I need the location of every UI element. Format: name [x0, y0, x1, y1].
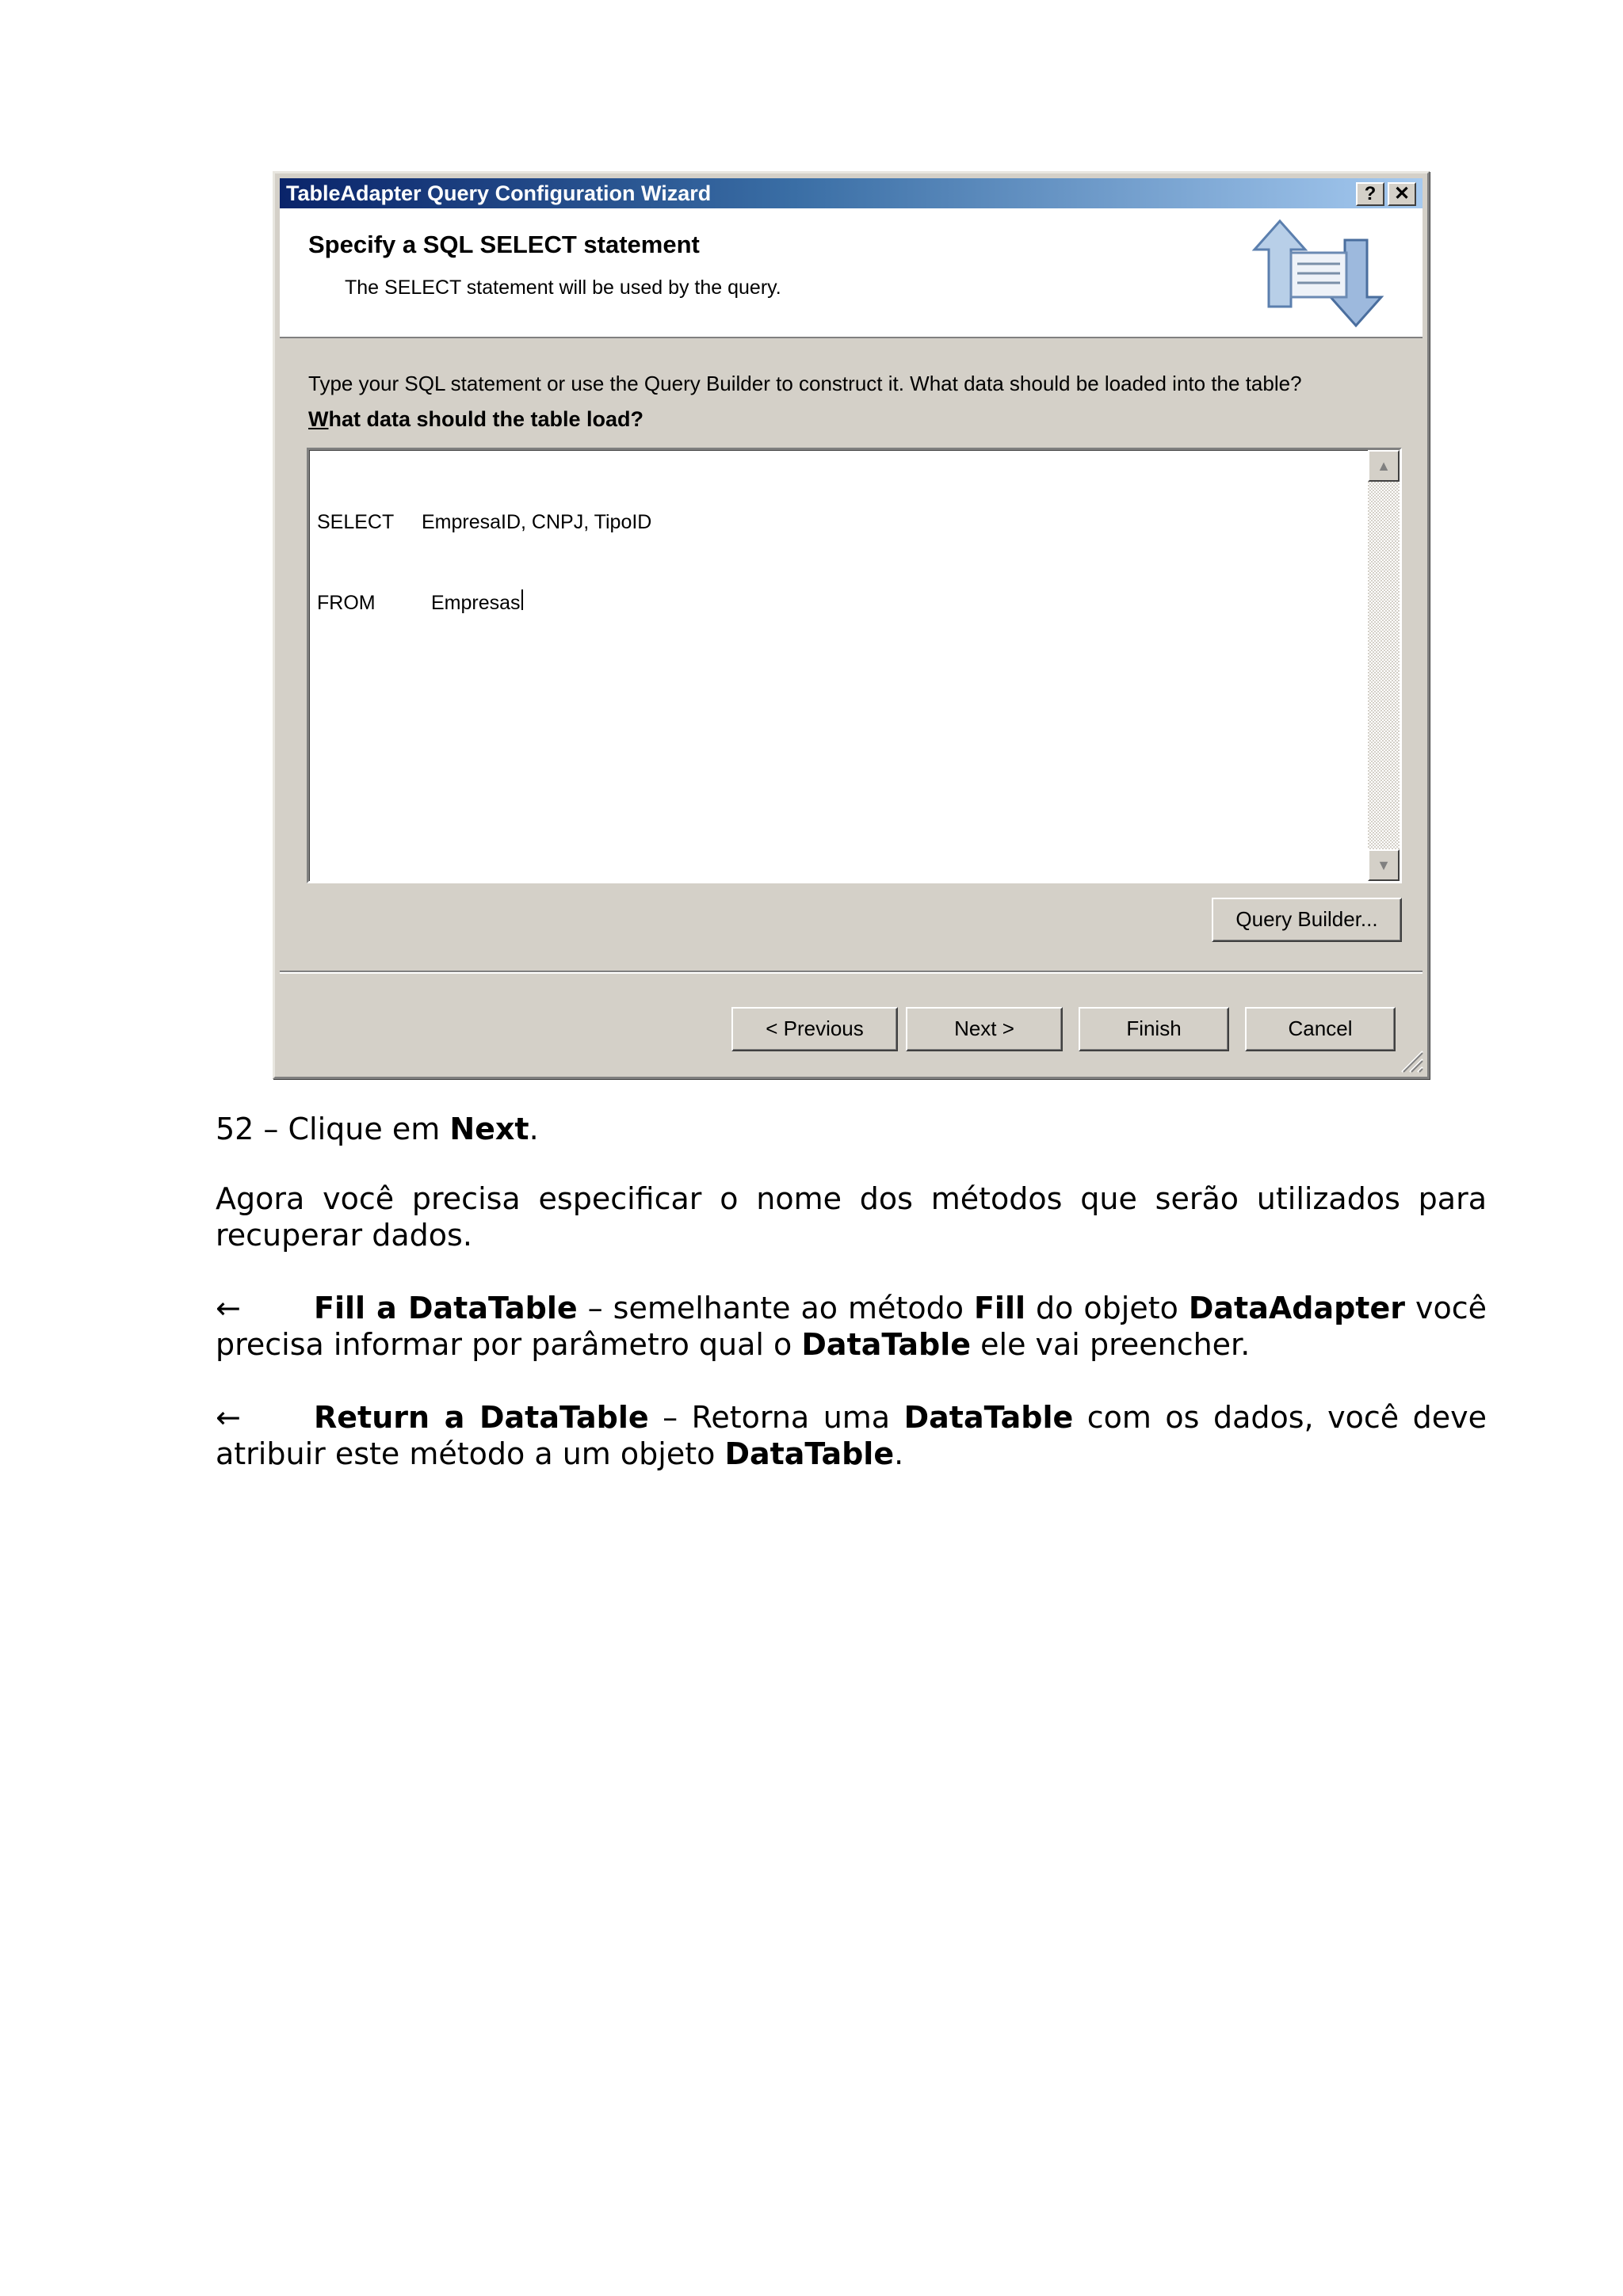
bullet1-bold-2: DataAdapter [1188, 1291, 1405, 1325]
previous-button[interactable]: < Previous [731, 1007, 898, 1051]
text-caret [521, 589, 523, 610]
sql-from-table: Empresas [431, 592, 521, 614]
scroll-up-arrow-icon[interactable]: ▲ [1368, 450, 1400, 482]
bullet1-bold-1: Fill [973, 1291, 1026, 1325]
close-button[interactable]: ✕ [1388, 182, 1416, 206]
query-configuration-wizard-dialog [273, 171, 1430, 1079]
button-separator [280, 971, 1423, 974]
bullet1-text-4: ele vai preencher. [971, 1327, 1251, 1362]
wizard-step-title: Specify a SQL SELECT statement [308, 231, 700, 258]
bullet2-text-2: com os dados, você deve atribuir este método a um objeto [216, 1400, 1487, 1471]
bullet1-text-3: você precisa informar por parâmetro qual o [216, 1291, 1487, 1362]
vertical-scrollbar[interactable] [1368, 450, 1400, 881]
instructions-text: Type your SQL statement or use the Query Builder to construct it. What data should be loaded into the table? [308, 372, 1302, 395]
bullet2-bold-1: DataTable [903, 1400, 1074, 1435]
next-button[interactable]: Next > [906, 1007, 1063, 1051]
help-button[interactable]: ? [1356, 182, 1384, 206]
step-prefix: 52 – Clique em [216, 1112, 450, 1146]
finish-button[interactable]: Finish [1079, 1007, 1229, 1051]
sql-line-from [317, 589, 651, 616]
title-bar[interactable] [280, 178, 1423, 208]
bullet1-text-2: do objeto [1025, 1291, 1189, 1325]
scroll-down-arrow-icon[interactable]: ▼ [1368, 849, 1400, 881]
bullet-return-datatable [216, 1399, 1487, 1472]
bullet1-title: Fill a DataTable [314, 1291, 578, 1325]
sql-statement-text [317, 455, 651, 670]
sql-line-select [317, 509, 651, 536]
step-suffix: . [529, 1112, 539, 1146]
sql-select-columns: EmpresaID, CNPJ, TipoID [422, 511, 652, 533]
bullet1-bold-3: DataTable [801, 1327, 972, 1362]
wizard-header [280, 208, 1423, 338]
bullet2-text-3: . [894, 1436, 904, 1471]
sql-keyword-from: FROM [317, 592, 376, 614]
resize-grip-icon[interactable] [1396, 1045, 1424, 1074]
bullet2-title: Return a DataTable [314, 1400, 649, 1435]
sql-keyword-select: SELECT [317, 511, 395, 533]
wizard-step-subtitle: The SELECT statement will be used by the query. [345, 277, 781, 299]
bullet2-bold-2: DataTable [724, 1436, 895, 1471]
cancel-button[interactable]: Cancel [1245, 1007, 1396, 1051]
field-label-mnemonic: W [308, 407, 329, 431]
intro-paragraph: Agora você precisa especificar o nome dos métodos que serão utilizados para recuperar dados. [216, 1181, 1487, 1253]
step-bold-next: Next [449, 1112, 529, 1146]
dialog-title: TableAdapter Query Configuration Wizard [286, 181, 712, 205]
bullet2-text-1: – Retorna uma [648, 1400, 904, 1435]
data-transfer-arrows-icon [1251, 218, 1384, 329]
left-arrow-icon: ← [216, 1291, 241, 1325]
sql-field-label [308, 407, 643, 432]
bullet-fill-datatable [216, 1290, 1487, 1363]
bullet1-text-1: – semelhante ao método [577, 1291, 974, 1325]
query-builder-button[interactable]: Query Builder... [1212, 898, 1402, 942]
step-instruction [216, 1111, 1487, 1147]
sql-statement-textarea[interactable] [307, 448, 1402, 883]
field-label-text: hat data should the table load? [328, 407, 644, 431]
left-arrow-icon: ← [216, 1400, 241, 1435]
